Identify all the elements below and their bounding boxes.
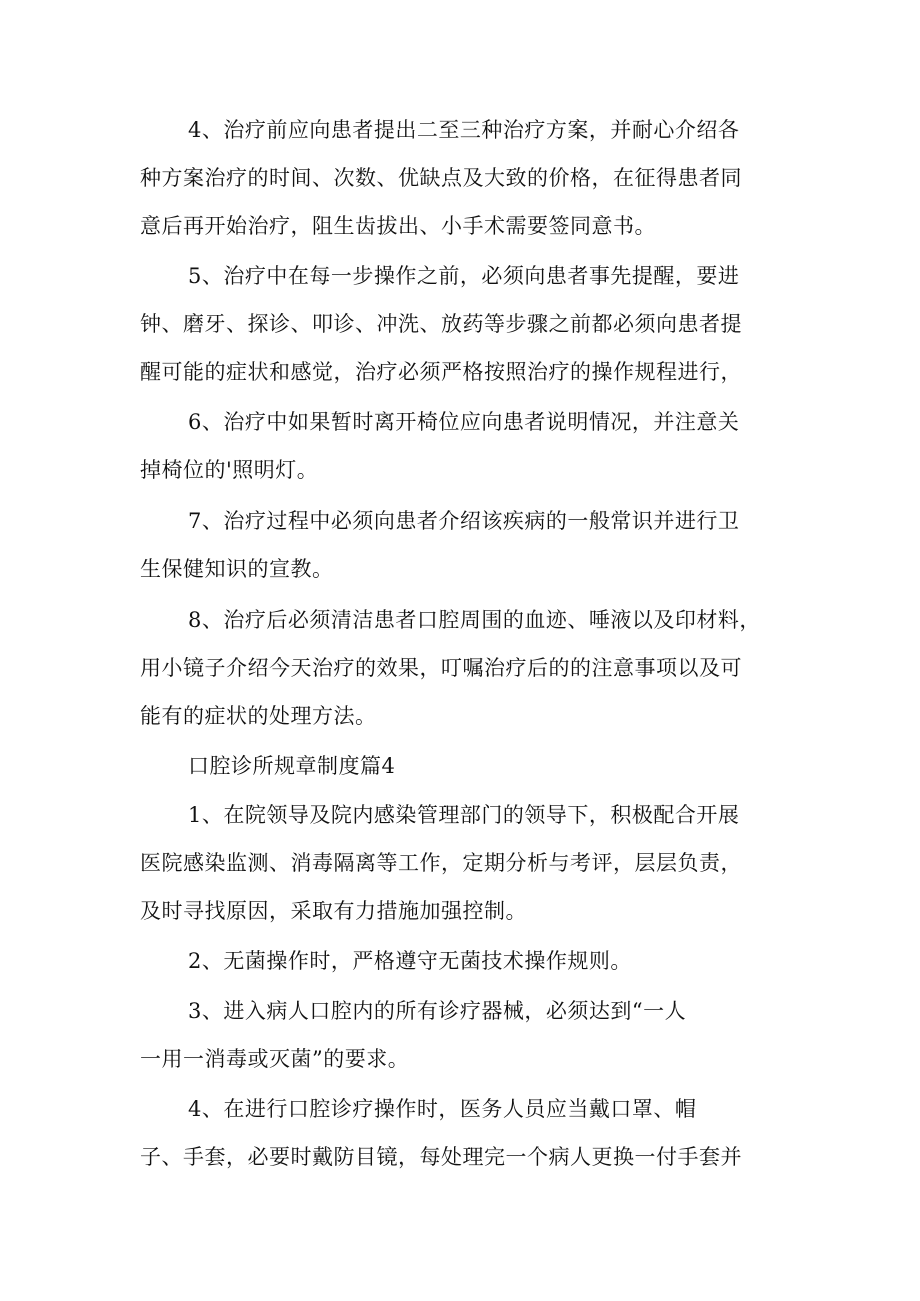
- paragraph-line: 能有的症状的处理方法。: [140, 704, 377, 728]
- paragraph-line: 医院感染监测、消毒隔离等工作，定期分析与考评，层层负责，: [140, 851, 742, 875]
- paragraph-line: 一用一消毒或灭菌”的要求。: [140, 1047, 410, 1071]
- paragraph-line: 钟、磨牙、探诊、叩诊、冲洗、放药等步骤之前都必须向患者提: [140, 312, 742, 336]
- paragraph-line: 6、治疗中如果暂时离开椅位应向患者说明情况，并注意关: [188, 410, 740, 434]
- paragraph-line: 掉椅位的'照明灯。: [140, 458, 319, 482]
- paragraph-line: 子、手套，必要时戴防目镜，每处理完一个病人更换一付手套并: [140, 1145, 742, 1169]
- paragraph-line: 3、进入病人口腔内的所有诊疗器械，必须达到“一人: [188, 999, 687, 1023]
- paragraph-line: 2、无菌操作时，严格遵守无菌技术操作规则。: [188, 949, 632, 973]
- paragraph-line: 醒可能的症状和感觉，治疗必须严格按照治疗的操作规程进行，: [140, 360, 742, 384]
- paragraph-line: 5、治疗中在每一步操作之前，必须向患者事先提醒，要进: [188, 264, 740, 288]
- paragraph-line: 意后再开始治疗，阻生齿拔出、小手术需要签同意书。: [140, 214, 656, 238]
- paragraph-line: 4、在进行口腔诊疗操作时，医务人员应当戴口罩、帽: [188, 1097, 697, 1121]
- paragraph-line: 7、治疗过程中必须向患者介绍该疾病的一般常识并进行卫: [188, 509, 740, 533]
- paragraph-line: 用小镜子介绍今天治疗的效果，叮嘱治疗后的的注意事项以及可: [140, 656, 742, 680]
- paragraph-line: 8、治疗后必须清洁患者口腔周围的血迹、唾液以及印材料，: [188, 608, 761, 632]
- paragraph-line: 1、在院领导及院内感染管理部门的领导下，积极配合开展: [188, 803, 740, 827]
- section-heading: 口腔诊所规章制度篇4: [188, 754, 396, 778]
- paragraph-line: 及时寻找原因，采取有力措施加强控制。: [140, 899, 527, 923]
- paragraph-line: 4、治疗前应向患者提出二至三种治疗方案，并耐心介绍各: [188, 118, 740, 142]
- paragraph-line: 种方案治疗的时间、次数、优缺点及大致的价格，在征得患者同: [140, 166, 742, 190]
- paragraph-line: 生保健知识的宣教。: [140, 557, 334, 581]
